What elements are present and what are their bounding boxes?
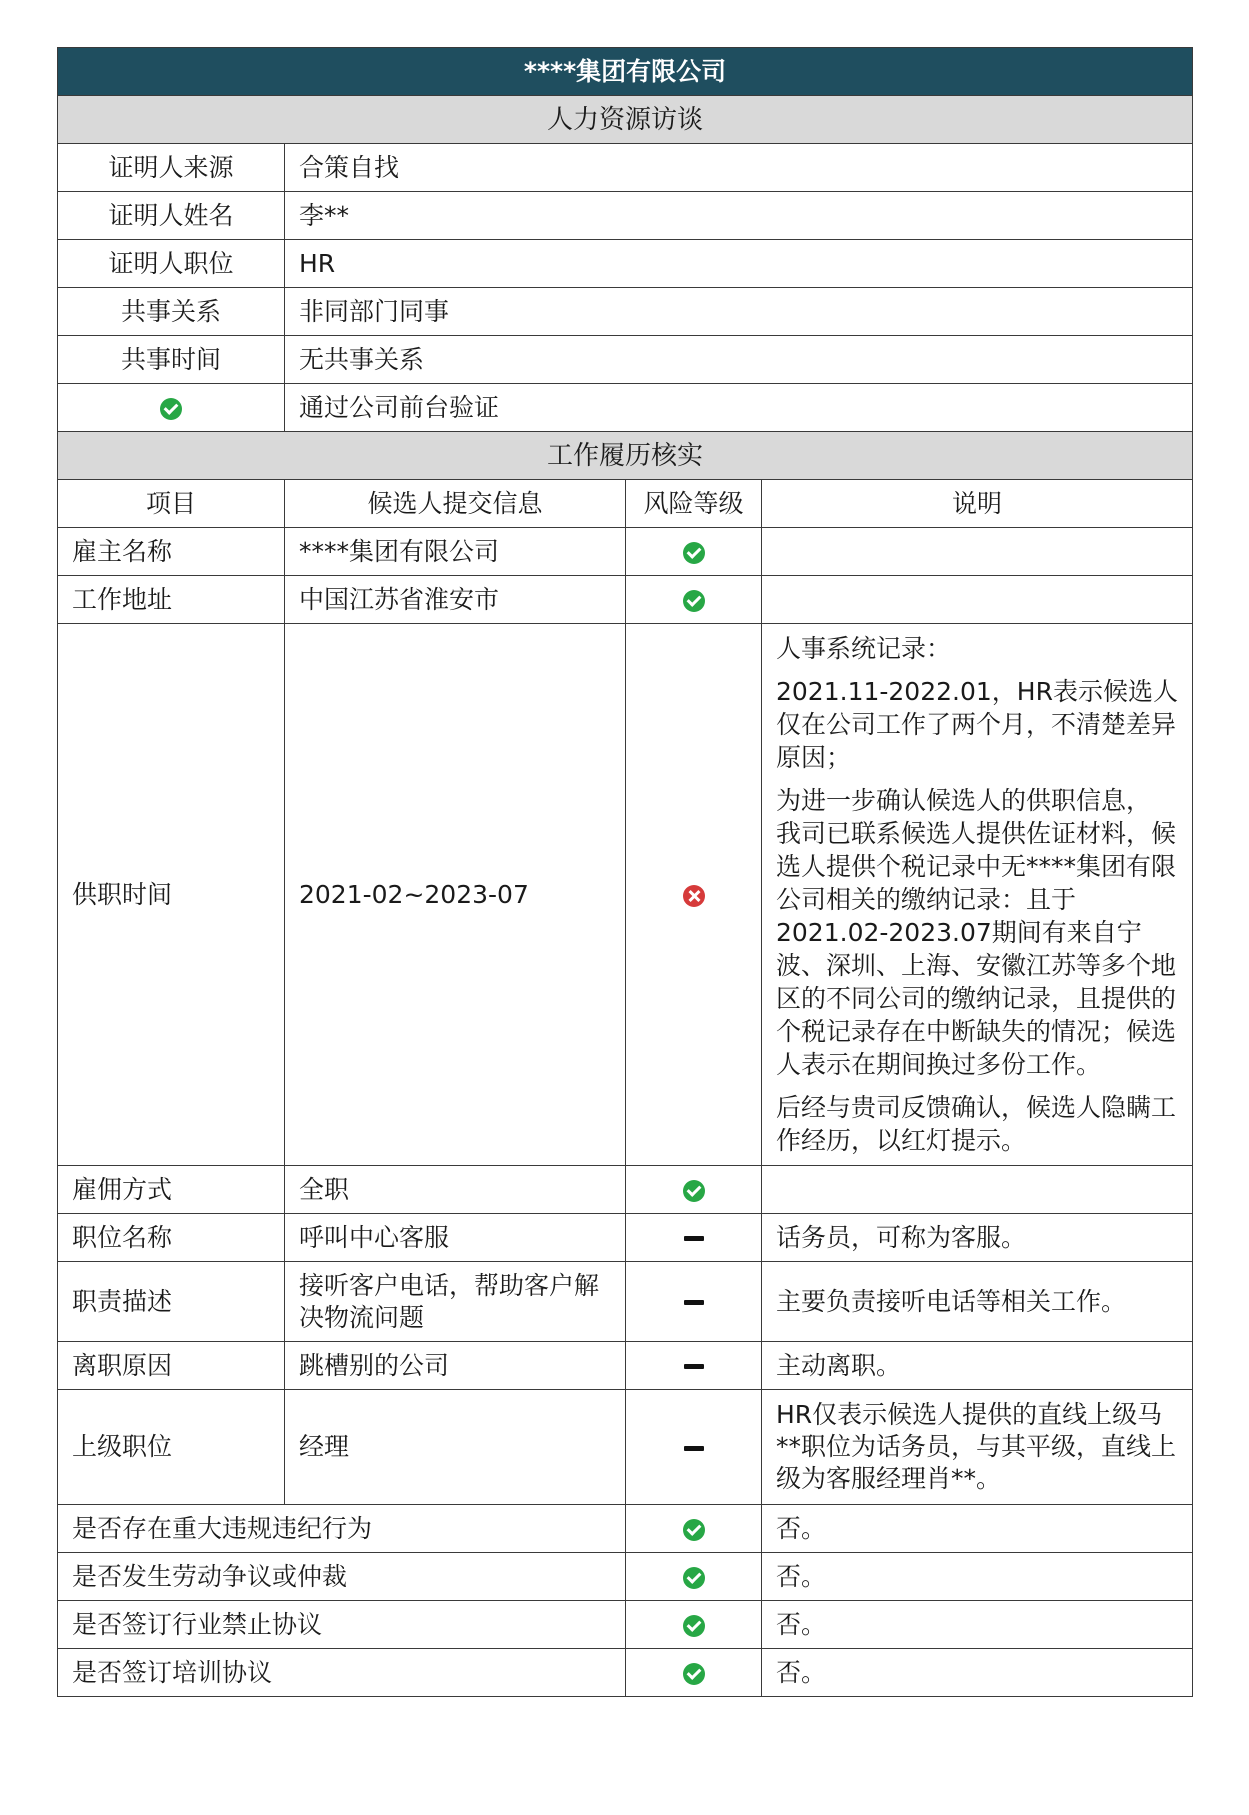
risk-cell [626, 1166, 762, 1214]
note-cell: HR仅表示候选人提供的直线上级马**职位为话务员，与其平级，直线上级为客服经理肖**。 [762, 1390, 1193, 1505]
note-cell [762, 1166, 1193, 1214]
submitted-cell: 全职 [285, 1166, 626, 1214]
table-row [58, 1262, 1193, 1342]
column-header-submitted: 候选人提交信息 [285, 480, 626, 528]
table-row [58, 576, 1193, 624]
check-circle-icon [683, 590, 705, 612]
note-paragraph: 后经与贵司反馈确认，候选人隐瞒工作经历，以红灯提示。 [776, 1093, 1177, 1155]
note-paragraph: 为进一步确认候选人的供职信息， 我司已联系候选人提供佐证材料，候选人提供个税记录中无****集团有限公司相关的缴纳记录：且于2021.02-2023.07期间有来自宁波、深圳、上海、安徽江苏等多个地区的不同公司的缴纳记录，且提供的个税记录存在中断缺失的情况；候选人表示在期间换过多份工作。 [776, 786, 1177, 1079]
table-row [58, 624, 1193, 1166]
risk-cell [626, 1649, 762, 1697]
interview-row [58, 336, 1193, 384]
submitted-cell: 中国江苏省淮安市 [285, 576, 626, 624]
compliance-row [58, 1649, 1193, 1697]
submitted-cell: 经理 [285, 1390, 626, 1505]
company-title: ****集团有限公司 [58, 48, 1193, 96]
check-circle-icon [683, 1663, 705, 1685]
note-cell: 主要负责接听电话等相关工作。 [762, 1262, 1193, 1342]
check-circle-icon [683, 1567, 705, 1589]
item-cell: 雇主名称 [58, 528, 285, 576]
compliance-row [58, 1553, 1193, 1601]
verification-value: 通过公司前台验证 [285, 384, 1193, 432]
compliance-question: 是否发生劳动争议或仲裁 [58, 1553, 626, 1601]
dash-icon [684, 1236, 704, 1241]
section-header-row [58, 432, 1193, 480]
risk-cell [626, 1601, 762, 1649]
risk-cell [626, 1505, 762, 1553]
item-cell: 离职原因 [58, 1342, 285, 1390]
risk-cell [626, 576, 762, 624]
item-cell: 工作地址 [58, 576, 285, 624]
interview-row [58, 240, 1193, 288]
check-circle-icon [683, 1615, 705, 1637]
compliance-question: 是否签订行业禁止协议 [58, 1601, 626, 1649]
field-value: 无共事关系 [285, 336, 1193, 384]
note-paragraph: 人事系统记录： [776, 634, 952, 663]
title-row [58, 48, 1193, 96]
submitted-cell: 2021-02~2023-07 [285, 624, 626, 1166]
column-header-note: 说明 [762, 480, 1193, 528]
check-circle-icon [160, 398, 182, 420]
verification-status-cell [58, 384, 285, 432]
risk-cell [626, 528, 762, 576]
table-row [58, 528, 1193, 576]
note-cell [762, 576, 1193, 624]
risk-cell [626, 1214, 762, 1262]
dash-icon [684, 1364, 704, 1369]
item-cell: 上级职位 [58, 1390, 285, 1505]
check-circle-icon [683, 1180, 705, 1202]
item-cell: 雇佣方式 [58, 1166, 285, 1214]
field-value: 合策自找 [285, 144, 1193, 192]
section-header-row [58, 96, 1193, 144]
note-cell [762, 528, 1193, 576]
check-circle-icon [683, 1519, 705, 1541]
compliance-row [58, 1505, 1193, 1553]
risk-cell [626, 1553, 762, 1601]
field-label: 证明人姓名 [58, 192, 285, 240]
risk-cell [626, 624, 762, 1166]
compliance-question: 是否存在重大违规违纪行为 [58, 1505, 626, 1553]
field-label: 共事时间 [58, 336, 285, 384]
field-value: 李** [285, 192, 1193, 240]
submitted-cell: 接听客户电话，帮助客户解决物流问题 [285, 1262, 626, 1342]
dash-icon [684, 1300, 704, 1305]
table-row [58, 1166, 1193, 1214]
risk-cell [626, 1262, 762, 1342]
table-row [58, 1214, 1193, 1262]
compliance-answer: 否。 [762, 1553, 1193, 1601]
risk-cell [626, 1342, 762, 1390]
x-circle-icon [683, 885, 705, 907]
compliance-answer: 否。 [762, 1649, 1193, 1697]
table-row [58, 1390, 1193, 1505]
interview-row [58, 288, 1193, 336]
submitted-cell: ****集团有限公司 [285, 528, 626, 576]
note-cell: 主动离职。 [762, 1342, 1193, 1390]
compliance-question: 是否签订培训协议 [58, 1649, 626, 1697]
compliance-answer: 否。 [762, 1601, 1193, 1649]
section-title-interview: 人力资源访谈 [58, 96, 1193, 144]
risk-cell [626, 1390, 762, 1505]
note-cell: 话务员，可称为客服。 [762, 1214, 1193, 1262]
dash-icon [684, 1446, 704, 1451]
note-paragraph: 2021.11-2022.01，HR表示候选人仅在公司工作了两个月，不清楚差异原因； [776, 677, 1178, 772]
column-header-row [58, 480, 1193, 528]
item-cell: 供职时间 [58, 624, 285, 1166]
background-check-table [57, 47, 1193, 1697]
verification-row [58, 384, 1193, 432]
column-header-risk: 风险等级 [626, 480, 762, 528]
field-value: 非同部门同事 [285, 288, 1193, 336]
field-label: 共事关系 [58, 288, 285, 336]
column-header-item: 项目 [58, 480, 285, 528]
interview-row [58, 192, 1193, 240]
note-cell [762, 624, 1193, 1166]
compliance-row [58, 1601, 1193, 1649]
compliance-answer: 否。 [762, 1505, 1193, 1553]
section-title-history: 工作履历核实 [58, 432, 1193, 480]
field-label: 证明人来源 [58, 144, 285, 192]
submitted-cell: 呼叫中心客服 [285, 1214, 626, 1262]
check-circle-icon [683, 542, 705, 564]
table-row [58, 1342, 1193, 1390]
submitted-cell: 跳槽别的公司 [285, 1342, 626, 1390]
interview-row [58, 144, 1193, 192]
field-label: 证明人职位 [58, 240, 285, 288]
item-cell: 职位名称 [58, 1214, 285, 1262]
field-value: HR [285, 240, 1193, 288]
item-cell: 职责描述 [58, 1262, 285, 1342]
